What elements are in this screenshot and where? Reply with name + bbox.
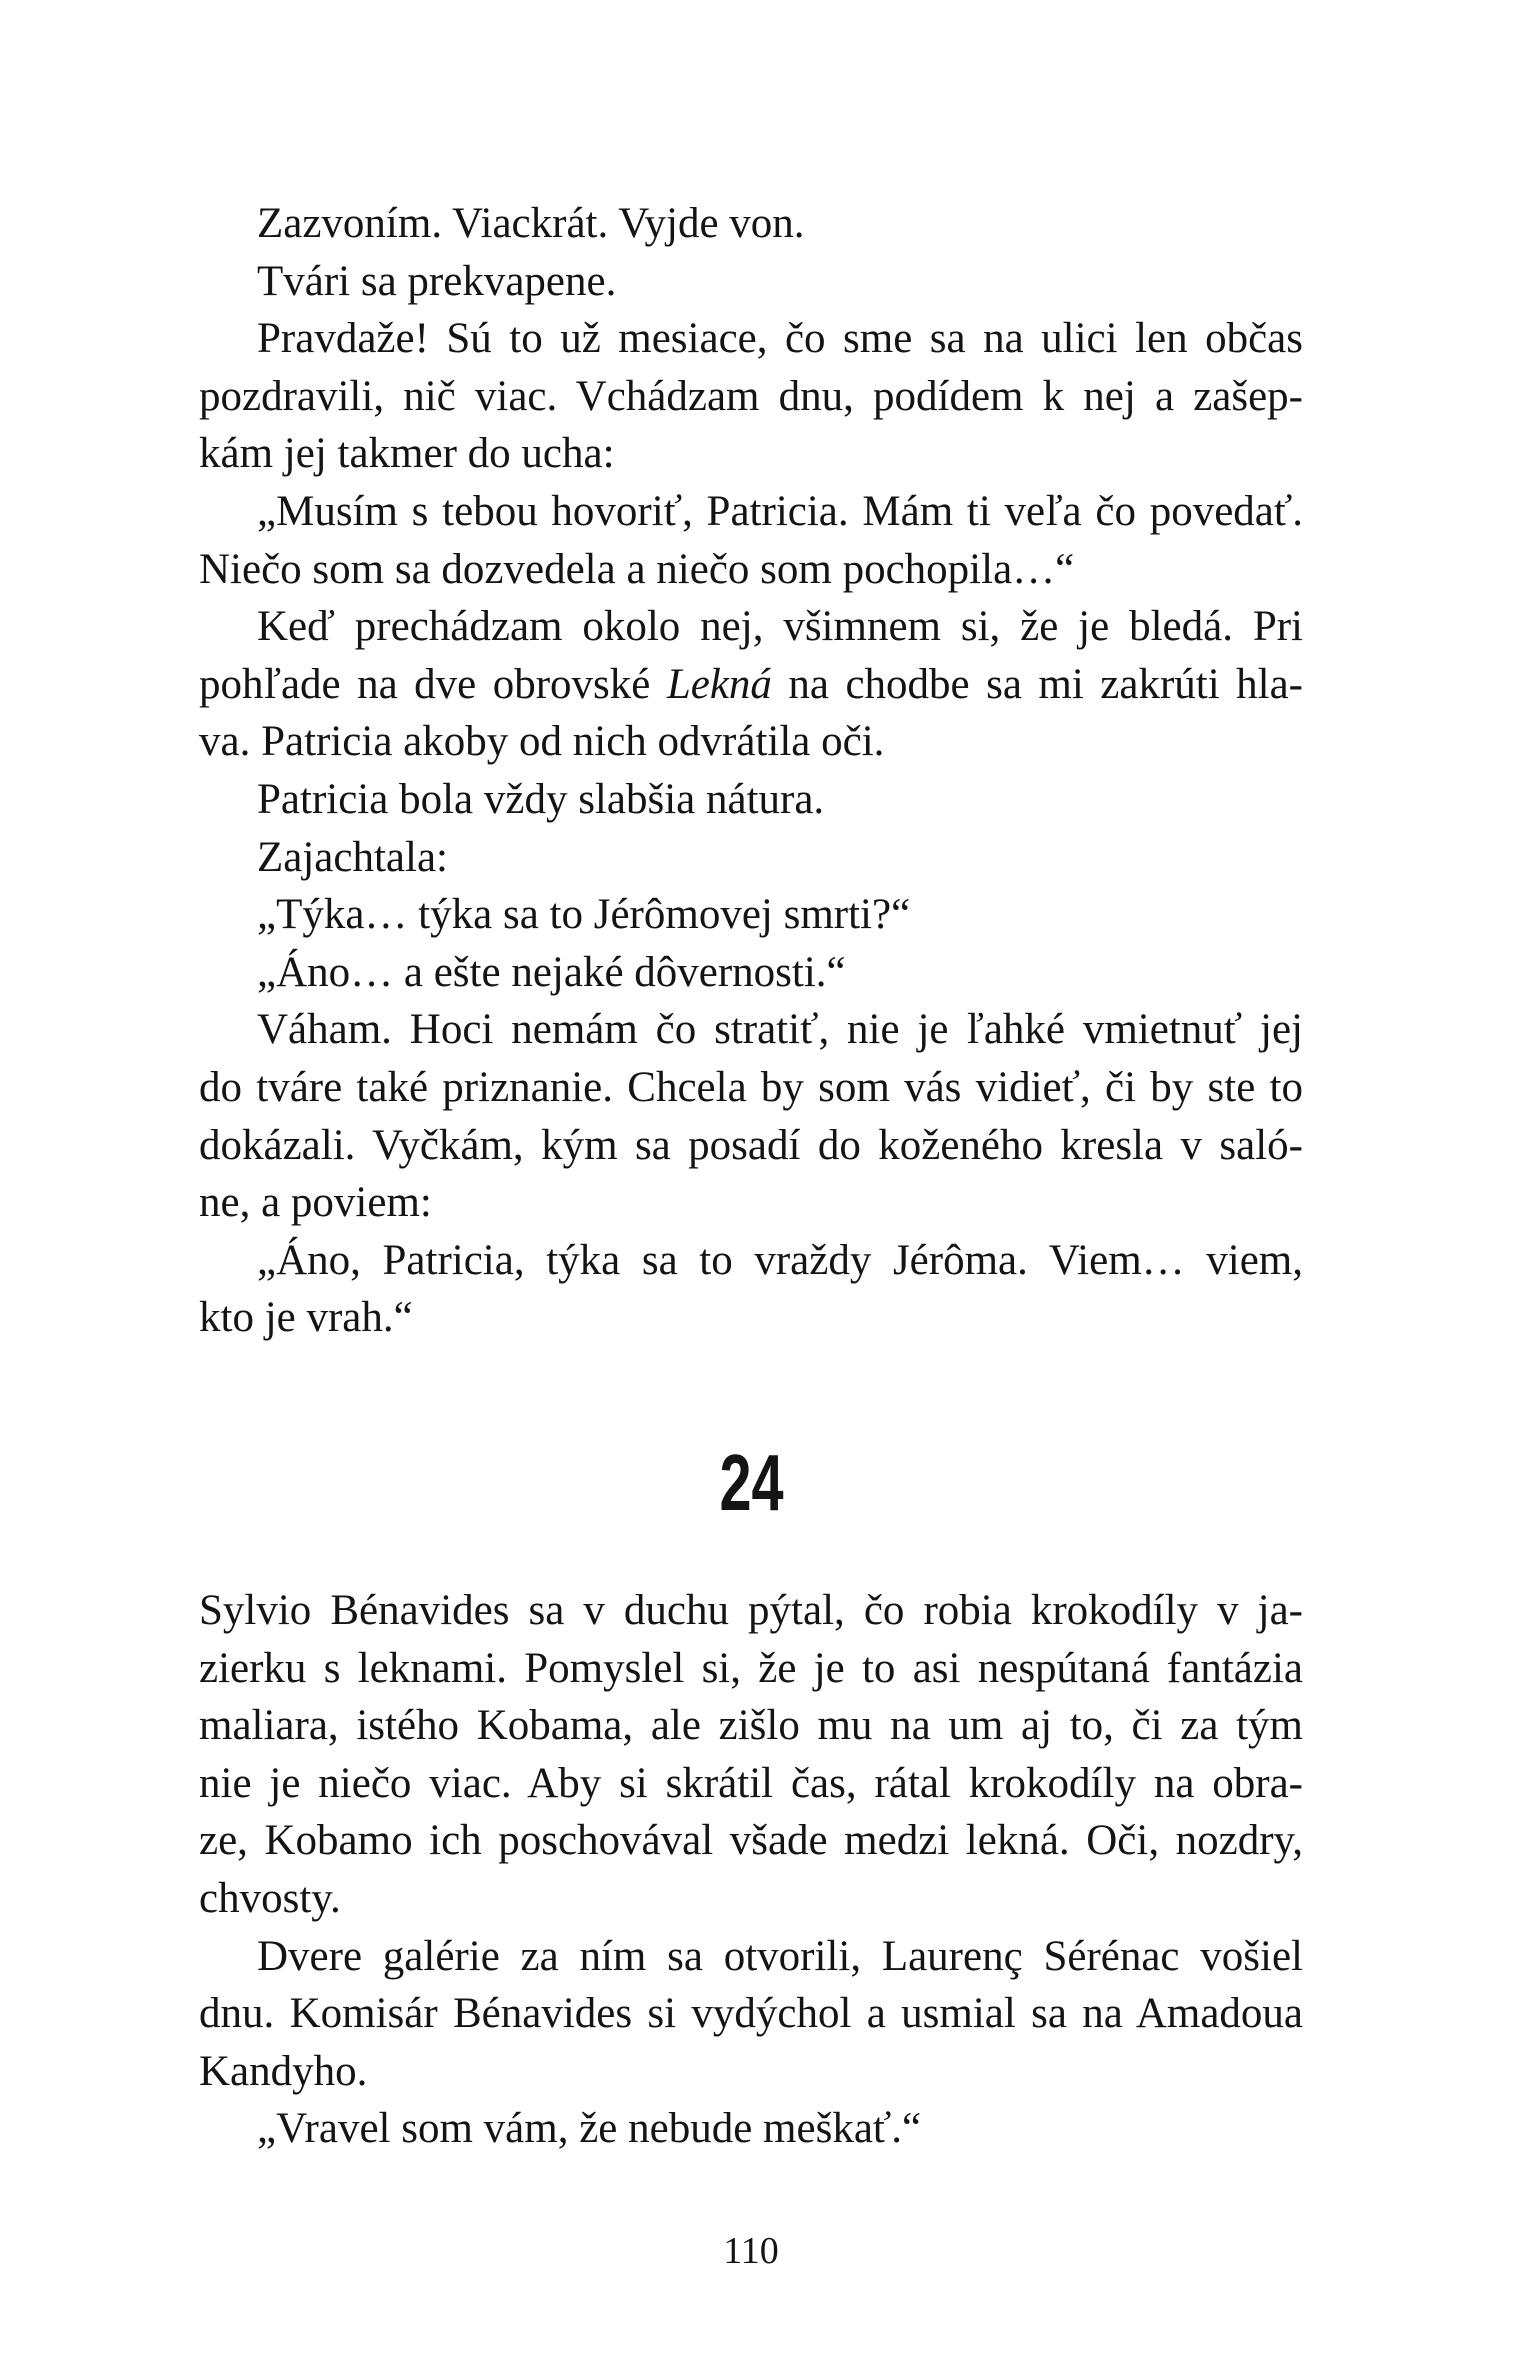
page-number: 110	[723, 2230, 779, 2272]
text-line: Keď prechádzam okolo nej, všimnem si, že je bledá. Pri	[257, 603, 1303, 651]
text-line: dnu. Komisár Bénavides si vydýchol a usmial sa na Amadoua	[199, 1990, 1303, 2038]
text-line: „Áno… a ešte nejaké dôvernosti.“	[257, 948, 846, 996]
text-line: Niečo som sa dozvedela a niečo som pochopila…“	[199, 545, 1075, 593]
text-line: kám jej takmer do ucha:	[199, 430, 615, 478]
text-section-before-chapter	[199, 195, 1303, 1347]
text-line: pozdravili, nič viac. Vchádzam dnu, podídem k nej a zašep-	[199, 372, 1303, 420]
text-line: do tváre také priznanie. Chcela by som vás vidieť, či by ste to	[199, 1063, 1303, 1111]
text-line: „Musím s tebou hovoriť, Patricia. Mám ti veľa čo povedať.	[257, 487, 1303, 535]
text-line: Dvere galérie za ním sa otvorili, Laurenç Sérénac vošiel	[257, 1932, 1303, 1980]
chapter-number: 24	[718, 1438, 784, 1527]
text-line: va. Patricia akoby od nich odvrátila oči.	[199, 718, 885, 766]
text-line: ne, a poviem:	[199, 1179, 432, 1227]
text-line: „Vravel som vám, že nebude meškať.“	[257, 2105, 922, 2153]
text-line: Váham. Hoci nemám čo stratiť, nie je ľahké vmietnuť jej	[257, 1006, 1303, 1054]
text-line: „Týka… týka sa to Jérômovej smrti?“	[257, 891, 911, 939]
text-line: Kandyho.	[199, 2047, 368, 2095]
text-section-chapter-24	[199, 1582, 1303, 2158]
text-line: kto je vrah.“	[199, 1294, 413, 1342]
text-line: Tvári sa prekvapene.	[257, 257, 617, 305]
text-line: maliara, istého Kobama, ale zišlo mu na um aj to, či za tým	[199, 1702, 1303, 1750]
text-line: dokázali. Vyčkám, kým sa posadí do koženého kresla v saló-	[199, 1121, 1303, 1169]
chapter-heading	[199, 1438, 1303, 1527]
text-line: ze, Kobamo ich poschovával všade medzi lekná. Oči, nozdry,	[199, 1817, 1303, 1865]
text-line: Pravdaže! Sú to už mesiace, čo sme sa na ulici len občas	[257, 315, 1303, 363]
text-line: Zajachtala:	[257, 833, 448, 881]
italic-painting-title: Lekná	[666, 660, 772, 708]
text-run: na chodbe sa mi zakrúti hla-	[771, 660, 1303, 708]
text-run: pohľade na dve obrovské	[199, 660, 667, 708]
text-line: nie je niečo viac. Aby si skrátil čas, rátal krokodíly na obra-	[199, 1759, 1303, 1807]
text-line: chvosty.	[199, 1874, 341, 1922]
text-line: Sylvio Bénavides sa v duchu pýtal, čo robia krokodíly v ja-	[199, 1587, 1303, 1634]
text-line: zierku s leknami. Pomyslel si, že je to asi nespútaná fantázia	[199, 1644, 1303, 1692]
text-line: Zazvoním. Viackrát. Vyjde von.	[257, 200, 805, 247]
text-line: Patricia bola vždy slabšia nátura.	[257, 775, 825, 823]
text-line: „Áno, Patricia, týka sa to vraždy Jérôma. Viem… viem,	[257, 1236, 1303, 1284]
text-line	[199, 656, 1303, 714]
